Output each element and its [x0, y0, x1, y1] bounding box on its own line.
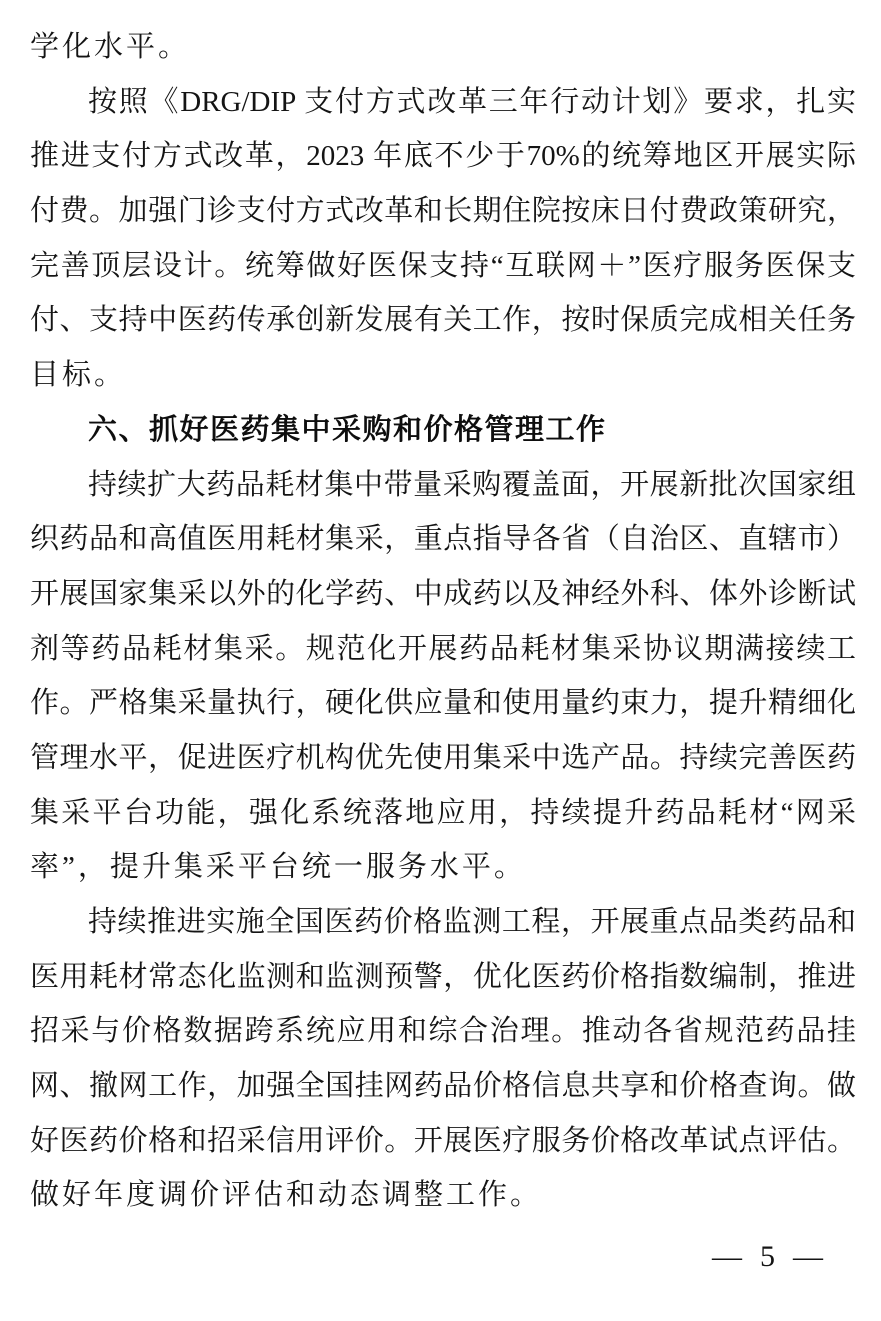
page-number: 5	[760, 1240, 775, 1273]
text-line: 织药品和高值医用耗材集采，重点指导各省（自治区、直辖市）	[30, 523, 856, 556]
text-line: 管理水平，促进医疗机构优先使用集采中选产品。持续完善医药	[30, 741, 856, 774]
text-line: 开展国家集采以外的化学药、中成药以及神经外科、体外诊断试	[30, 577, 856, 610]
text-line: 好医药价格和招采信用评价。开展医疗服务价格改革试点评估。	[30, 1124, 856, 1157]
page-footer	[712, 1240, 823, 1274]
text-line: 按照《DRG/DIP 支付方式改革三年行动计划》要求，扎实	[88, 85, 856, 118]
text-line: 集采平台功能，强化系统落地应用，持续提升药品耗材“网采	[30, 796, 856, 829]
text-line: 学化水平。	[30, 31, 191, 63]
text-line: 网、撤网工作，加强全国挂网药品价格信息共享和价格查询。做	[30, 1070, 856, 1103]
text-line: 付、支持中医药传承创新发展有关工作，按时保质完成相关任务	[30, 304, 856, 337]
text-line: 医用耗材常态化监测和监测预警，优化医药价格指数编制，推进	[30, 960, 856, 993]
text-line: 剂等药品耗材集采。规范化开展药品耗材集采协议期满接续工	[30, 632, 856, 665]
text-line: 招采与价格数据跨系统应用和综合治理。推动各省规范药品挂	[30, 1015, 856, 1048]
text-line: 作。严格集采量执行，硬化供应量和使用量约束力，提升精细化	[30, 687, 856, 720]
document-body	[30, 20, 856, 1223]
footer-dash-right: —	[793, 1240, 823, 1273]
text-line: 完善顶层设计。统筹做好医保支持“互联网＋”医疗服务医保支	[30, 249, 856, 282]
text-line: 持续推进实施全国医药价格监测工程，开展重点品类药品和	[88, 906, 856, 938]
section-heading: 六、抓好医药集中采购和价格管理工作	[88, 413, 607, 446]
text-line: 推进支付方式改革，2023 年底不少于70%的统筹地区开展实际	[30, 140, 856, 173]
text-line: 付费。加强门诊支付方式改革和长期住院按床日付费政策研究，	[30, 195, 856, 228]
text-line: 率”，提升集采平台统一服务水平。	[30, 851, 526, 884]
text-line: 做好年度调价评估和动态调整工作。	[30, 1179, 543, 1212]
footer-dash-left: —	[712, 1240, 742, 1273]
text-line: 持续扩大药品耗材集中带量采购覆盖面，开展新批次国家组	[88, 468, 856, 501]
text-line: 目标。	[30, 359, 127, 392]
